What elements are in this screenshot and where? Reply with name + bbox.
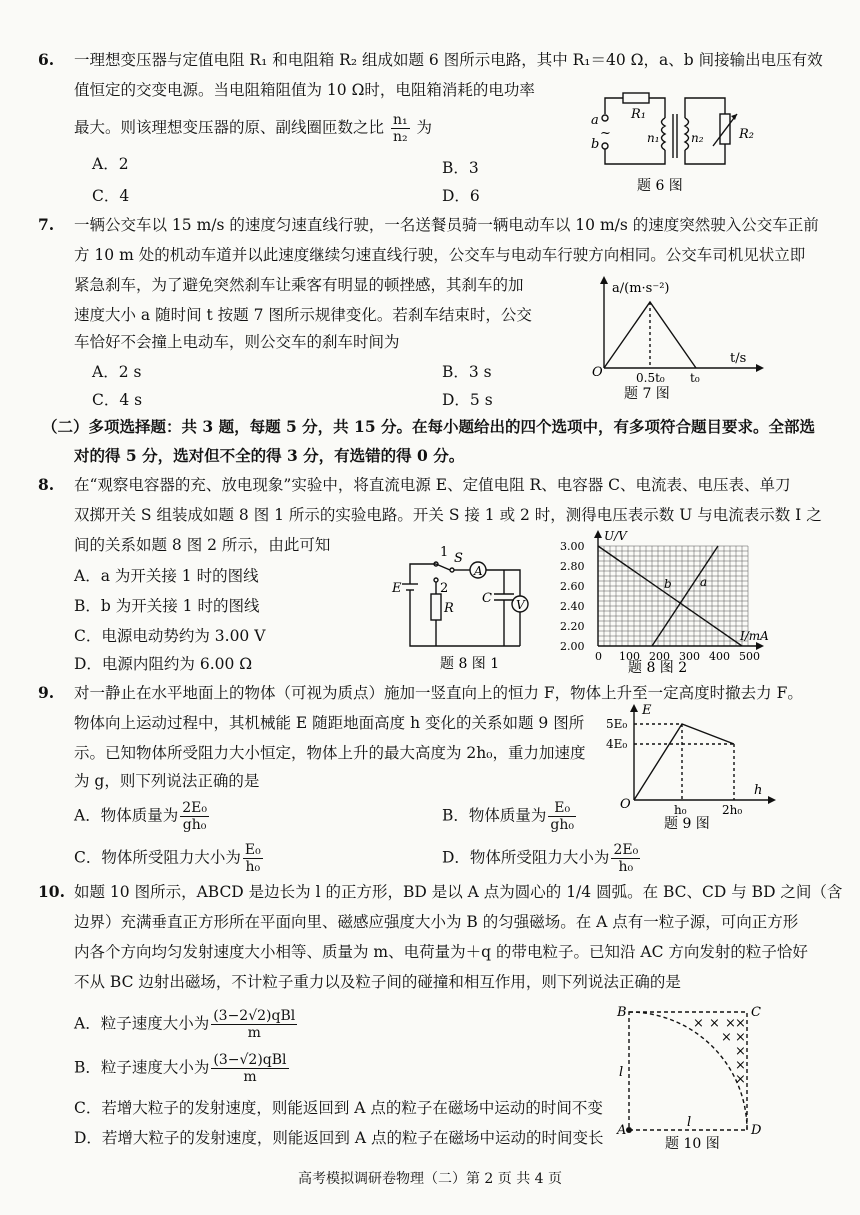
q7-line-2: 方 10 m 处的机动车道并以此速度继续匀速直线行驶，公交车与电动车行驶方向相同。公交车司机见状立即 xyxy=(74,246,806,264)
q6-r1-label: R₁ xyxy=(631,107,646,122)
q7-line-3: 紧急刹车，为了避免突然刹车让乘客有明显的顿挫感，其刹车的加 xyxy=(74,276,524,294)
question-6-number: 6. xyxy=(38,50,55,69)
q8-option-a: A．a 为开关接 1 时的图线 xyxy=(74,567,259,585)
q9-line-1: 对一静止在水平地面上的物体（可视为质点）施加一竖直向上的恒力 F，物体上升至一定高度时撤去力 F。 xyxy=(74,684,803,702)
q8-line-a-label: a xyxy=(700,575,708,589)
q8-uv-graph xyxy=(558,528,778,676)
q10-field-cross: × xyxy=(693,1016,704,1031)
q9-y-axis-label: E xyxy=(642,703,652,718)
q6-a-terminal: a xyxy=(591,113,599,128)
q6-option-d: D．6 xyxy=(442,187,480,205)
q7-option-d: D．5 s xyxy=(442,391,493,409)
q10-option-c: C．若增大粒子的发射速度，则能返回到 A 点的粒子在磁场中运动的时间不变 xyxy=(74,1099,603,1117)
q10-field-cross: × xyxy=(735,1072,746,1087)
q8-voltmeter-symbol: V xyxy=(516,598,525,612)
q10-field-cross: × xyxy=(725,1016,736,1031)
q8-y-tick-label: 3.00 xyxy=(560,540,585,553)
q6-line-3-text: 最大。则该理想变压器的原、副线圈匝数之比 xyxy=(74,118,385,137)
q10-bottom-length-label: l xyxy=(687,1115,692,1130)
q9-origin-label: O xyxy=(620,797,631,812)
q8-y-tick-label: 2.20 xyxy=(560,620,585,633)
question-8-number: 8. xyxy=(38,475,55,494)
q10-field-cross: × xyxy=(709,1016,720,1031)
q7-origin-label: O xyxy=(592,365,603,380)
q8-y-tick-label: 2.40 xyxy=(560,600,585,613)
q8-line-1: 在“观察电容器的充、放电现象”实验中，将直流电源 E、定值电阻 R、电容器 C、电流表、电压表、单刀 xyxy=(74,476,791,494)
section-2-header-line-2: 对的得 5 分，选对但不全的得 3 分，有选错的得 0 分。 xyxy=(74,446,465,465)
q8-y-tick-label: 2.00 xyxy=(560,640,585,653)
q9-option-d: D．物体所受阻力大小为 $\frac{\text{2E₀}}{\text{h₀}}$ xyxy=(442,842,639,875)
q9-figure-caption: 题 9 图 xyxy=(664,816,710,832)
q8-option-c: C．电源电动势约为 3.00 V xyxy=(74,627,266,645)
q8-x-axis-label: I/mA xyxy=(740,629,769,643)
q9-line-3: 示。已知物体所受阻力大小恒定，物体上升的最大高度为 2h₀，重力加速度 xyxy=(74,744,586,762)
q6-option-b: B．3 xyxy=(442,159,479,177)
q10-point-a: A xyxy=(617,1123,627,1138)
q8-figure-2-caption: 题 8 图 2 xyxy=(628,660,688,676)
q9-option-c: C．物体所受阻力大小为 $\frac{\text{E₀}}{\text{h₀}}$ xyxy=(74,842,261,875)
q10-line-1: 如题 10 图所示，ABCD 是边长为 l 的正方形，BD 是以 A 点为圆心的 1/4 圆弧。在 BC、CD 与 BD 之间（含 xyxy=(74,883,843,901)
q8-y-tick-label: 2.80 xyxy=(560,560,585,573)
q8-resistor-label: R xyxy=(444,601,454,616)
q6-figure-caption: 题 6 图 xyxy=(637,178,683,194)
q10-point-d: D xyxy=(751,1123,762,1138)
q9-line-2: 物体向上运动过程中，其机械能 E 随距地面高度 h 变化的关系如题 9 图所 xyxy=(74,714,585,732)
q7-acceleration-graph xyxy=(580,272,780,404)
q9-option-b: B．物体质量为 $\frac{\text{E₀}}{\text{gh₀}}$ xyxy=(442,800,574,833)
q9-line-4: 为 g，则下列说法正确的是 xyxy=(74,772,260,790)
q7-line-5: 车恰好不会撞上电动车，则公交车的刹车时间为 xyxy=(74,333,400,351)
q10-option-a: A．粒子速度大小为 $\frac{\text{(3−2√2)qBl}}{m}$ xyxy=(74,1008,296,1041)
q10-magnetic-field-figure xyxy=(615,1002,785,1152)
q10-field-cross: × xyxy=(735,1058,746,1073)
q7-figure-caption: 题 7 图 xyxy=(624,386,670,402)
q10-figure-caption: 题 10 图 xyxy=(665,1136,720,1152)
q8-x-tick-label: 200 xyxy=(649,650,670,663)
q8-circuit-diagram xyxy=(388,540,548,675)
page-footer: 高考模拟调研卷物理（二）第 2 页 共 4 页 xyxy=(297,1171,563,1187)
q10-field-cross: × xyxy=(735,1016,746,1031)
q8-option-d: D．电源内阻约为 6.00 Ω xyxy=(74,655,253,673)
q10-field-cross: × xyxy=(735,1044,746,1059)
q10-field-cross: × xyxy=(735,1030,746,1045)
q8-ammeter-symbol: A xyxy=(474,564,483,578)
q7-mid-tick-label: 0.5t₀ xyxy=(636,371,665,385)
q6-ratio-fraction: $\frac{\text{n₁}}{\text{n₂}}$ xyxy=(392,112,408,145)
q8-y-tick-label: 2.60 xyxy=(560,580,585,593)
q8-switch-pos-1: 1 xyxy=(440,545,449,560)
q9-option-a: A．物体质量为 $\frac{\text{2E₀}}{\text{gh₀}}$ xyxy=(74,800,207,833)
q8-x-tick-label: 300 xyxy=(679,650,700,663)
q10-option-b: B．粒子速度大小为 $\frac{\text{(3−√2)qBl}}{m}$ xyxy=(74,1052,287,1085)
q9-h0-label: h₀ xyxy=(674,803,687,817)
q7-line-4: 速度大小 a 随时间 t 按题 7 图所示规律变化。若刹车结束时，公交 xyxy=(74,306,532,324)
q10-line-4: 不从 BC 边射出磁场，不计粒子重力以及粒子间的碰撞和相互作用，则下列说法正确的是 xyxy=(74,973,681,991)
q8-line-2: 双掷开关 S 组装成如题 8 图 1 所示的实验电路。开关 S 接 1 或 2 时，测得电压表示数 U 与电流表示数 I 之 xyxy=(74,506,822,524)
q10-line-3: 内各个方向均匀发射速度大小相等、质量为 m、电荷量为＋q 的带电粒子。已知沿 AC 方向发射的粒子恰好 xyxy=(74,943,808,961)
q10-option-d: D．若增大粒子的发射速度，则能返回到 A 点的粒子在磁场中运动的时间变长 xyxy=(74,1129,604,1147)
q8-option-b: B．b 为开关接 1 时的图线 xyxy=(74,597,260,615)
q6-line-1: 一理想变压器与定值电阻 R₁ 和电阻箱 R₂ 组成如题 6 图所示电路，其中 R₁＝40 Ω，a、b 间接输出电压有效 xyxy=(74,51,823,69)
question-10-number: 10. xyxy=(38,882,65,901)
q7-option-b: B．3 s xyxy=(442,363,492,381)
q8-switch-label: S xyxy=(454,551,463,566)
q6-n1-label: n₁ xyxy=(647,131,660,145)
q10-field-cross: × xyxy=(721,1030,732,1045)
q6-n2-label: n₂ xyxy=(691,131,704,145)
question-9-number: 9. xyxy=(38,683,55,702)
q8-x-tick-label: 500 xyxy=(739,650,760,663)
q7-option-c: C．4 s xyxy=(92,391,143,409)
q8-source-label: E xyxy=(392,581,402,596)
q8-line-b-label: b xyxy=(664,577,672,591)
q8-x-tick-label: 400 xyxy=(709,650,730,663)
q10-particle-source xyxy=(626,1127,632,1133)
q9-energy-graph xyxy=(604,700,784,832)
q9-x-axis-label: h xyxy=(754,783,763,798)
q9-4e0-label: 4E₀ xyxy=(606,737,628,751)
q9-5e0-label: 5E₀ xyxy=(606,717,628,731)
q7-line-1: 一辆公交车以 15 m/s 的速度匀速直线行驶，一名送餐员骑一辆电动车以 10 m/s 的速度突然驶入公交车正前 xyxy=(74,216,819,234)
q7-option-a: A．2 s xyxy=(92,363,142,381)
q7-end-tick-label: t₀ xyxy=(690,371,700,385)
q8-switch-pos-2: 2 xyxy=(440,581,449,596)
q8-figure-1-caption: 题 8 图 1 xyxy=(440,656,500,672)
q6-line-3-end: 为 xyxy=(416,118,433,137)
q10-line-2: 边界）充满垂直正方形所在平面向里、磁感应强度大小为 B 的匀强磁场。在 A 点有一粒子源，可向正方形 xyxy=(74,913,799,931)
section-2-header-line-1: （二）多项选择题：共 3 题，每题 5 分，共 15 分。在每小题给出的四个选项中，有多项符合题目要求。全部选 xyxy=(42,417,816,436)
q10-point-c: C xyxy=(751,1005,761,1020)
q10-side-length-label: l xyxy=(619,1065,624,1080)
q6-option-a: A．2 xyxy=(92,155,129,173)
q10-point-b: B xyxy=(617,1005,627,1020)
q7-y-axis-label: a/(m·s⁻²) xyxy=(612,281,670,296)
q6-ac-source-symbol: ~ xyxy=(600,126,611,141)
q6-option-c: C．4 xyxy=(92,187,130,205)
q9-2h0-label: 2h₀ xyxy=(722,803,743,817)
q6-r2-label: R₂ xyxy=(739,127,754,142)
q8-line-3: 间的关系如题 8 图 2 所示，由此可知 xyxy=(74,536,331,554)
q6-line-2: 值恒定的交变电源。当电阻箱阻值为 10 Ω时，电阻箱消耗的电功率 xyxy=(74,81,535,99)
q6-transformer-circuit xyxy=(575,84,775,194)
q8-x-tick-label: 0 xyxy=(595,650,602,663)
q8-x-tick-label: 100 xyxy=(619,650,640,663)
q7-x-axis-label: t/s xyxy=(730,351,747,366)
q6-b-terminal: b xyxy=(591,137,600,152)
q8-y-axis-label: U/V xyxy=(604,529,627,543)
q6-line-3 xyxy=(74,112,432,145)
question-7-number: 7. xyxy=(38,215,55,234)
q8-capacitor-label: C xyxy=(482,591,492,606)
